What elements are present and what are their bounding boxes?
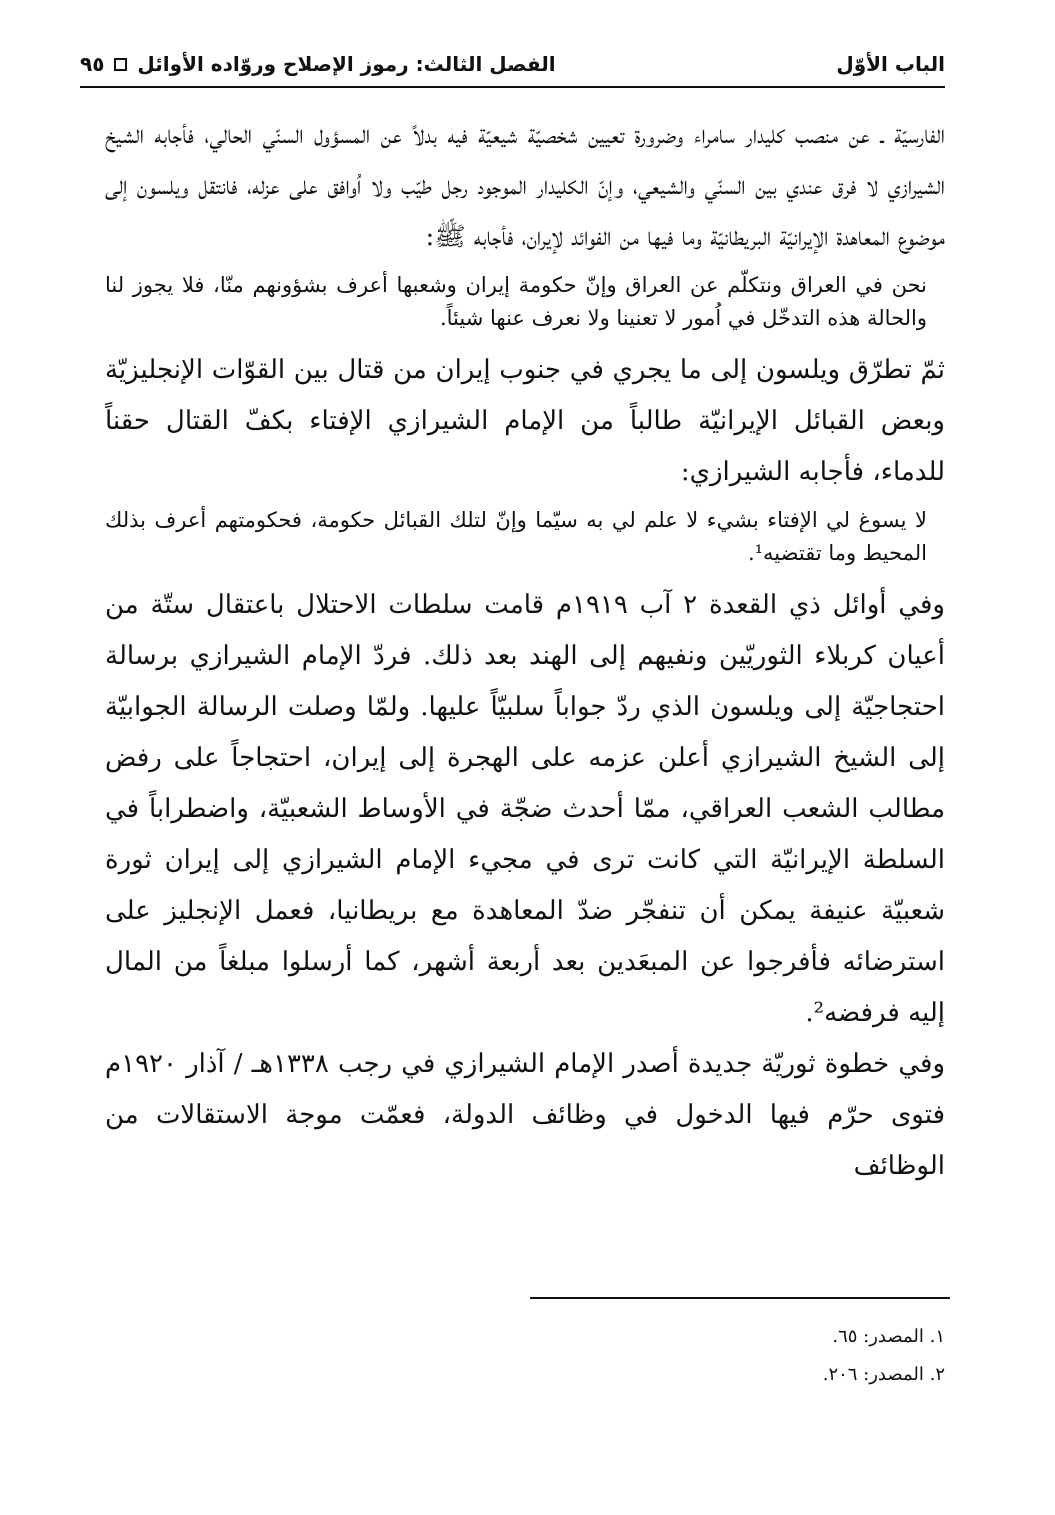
paragraph-4: وفي خطوة ثوريّة جديدة أصدر الإمام الشيرازي في رجب ١٣٣٨هـ / آذار ١٩٢٠م فتوى حرّم فيها الدخول في وظائف الدولة، فعمّت موجة الاستقالات من الوظائف xyxy=(105,1049,945,1181)
footnotes xyxy=(823,1318,945,1394)
paragraph-3: وفي أوائل ذي القعدة ٢ آب ١٩١٩م قامت سلطات الاحتلال باعتقال ستّة من أعيان كربلاء الثوريّين ونفيهم إلى الهند بعد ذلك. فردّ الإمام الشيرازي برسالة احتجاجيّة إلى ويلسون الذي ردّ جواباً سلبيّاً عليها. ولمّا وصلت الرسالة الجوابيّة إلى الشيخ الشيرازي أعلن عزمه على الهجرة إلى إيران، احتجاجاً على رفض مطالب الشعب العراقي، ممّا أحدث ضجّة في الأوساط الشعبيّة، واضطراباً في السلطة الإيرانيّة التي كانت ترى في مجيء الإمام الشيرازي إلى إيران ثورة شعبيّة عنيفة يمكن أن تنفجّر ضدّ المعاهدة مع بريطانيا، فعمل الإنجليز على استرضائه فأفرجوا عن المبعَدين بعد أربعة أشهر، كما أرسلوا مبلغاً من المال إليه فرفضه². xyxy=(105,590,945,1028)
footnote-1: ١. المصدر: ٦٥. xyxy=(832,1326,945,1347)
main-text xyxy=(105,110,945,1192)
quote-1: نحن في العراق ونتكلّم عن العراق وإنّ حكومة إيران وشعبها أعرف بشؤونهم منّا، فلا يجوز لنا والحالة هذه التدخّل في اُمور لا تعنينا ولا نعرف عنها شيئاً. xyxy=(105,273,927,330)
footnote-rule xyxy=(530,1297,950,1299)
chapter-title: الفصل الثالث: رموز الإصلاح وروّاده الأوائل xyxy=(137,52,556,76)
paragraph-2: ثمّ تطرّق ويلسون إلى ما يجري في جنوب إيران من قتال بين القوّات الإنجليزيّة وبعض القبائل الإيرانيّة طالباً من الإمام الشيرازي الإفتاء بكفّ القتال حقناً للدماء، فأجابه الشيرازي: xyxy=(105,355,945,487)
page-header xyxy=(80,44,945,84)
quote-2: لا يسوغ لي الإفتاء بشيء لا علم لي به سيّما وإنّ لتلك القبائل حكومة، فحكومتهم أعرف بذلك المحيط وما تقتضيه¹. xyxy=(105,508,927,565)
square-separator-icon xyxy=(114,58,127,71)
paragraph-1: الفارسيّة ـ عن منصب كليدار سامراء وضرورة تعيين شخصيّة شيعيّة فيه بدلاً عن المسؤول السنّي الحالي، فأجابه الشيخ الشيرازي لا فرق عندي بين السنّي والشيعي، وإنّ الكليدار الموجود رجل طيّب ولا اُوافق على عزله، فانتقل ويلسون إلى موضوع المعاهدة الإيرانيّة البريطانيّة وما فيها من الفوائد لإيران، فأجابه ﷺ: xyxy=(105,120,945,252)
page-number: ٩٥ xyxy=(80,52,105,76)
header-rule xyxy=(80,86,945,88)
header-chapter-group xyxy=(80,52,556,76)
footnote-2: ٢. المصدر: ٢٠٦. xyxy=(822,1364,945,1385)
part-title: الباب الأوّل xyxy=(836,52,945,76)
